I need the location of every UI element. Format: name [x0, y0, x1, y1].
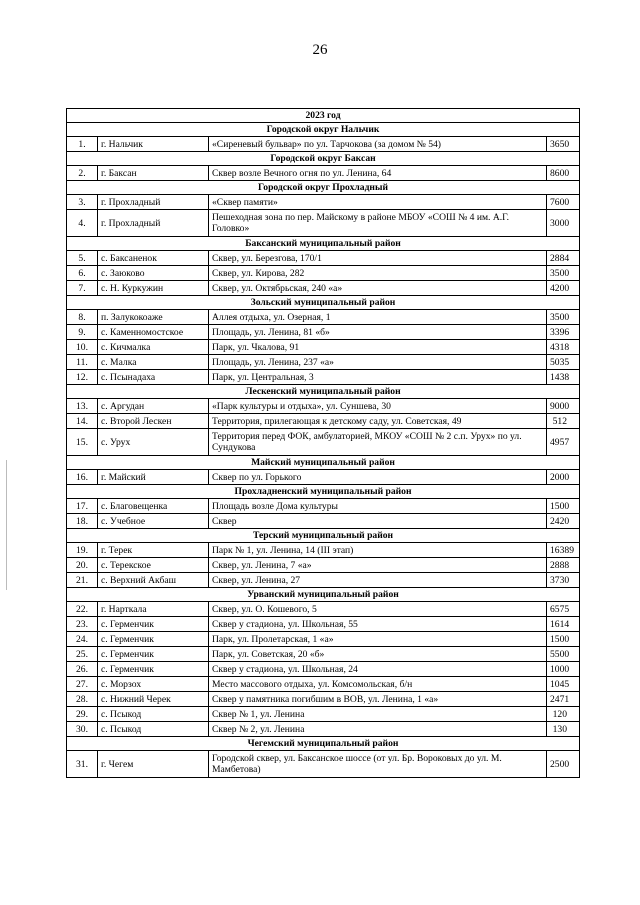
table-row	[67, 355, 580, 370]
table-row	[67, 470, 580, 485]
object-cell: «Сквер памяти»	[209, 195, 547, 210]
object-cell: «Парк культуры и отдыха», ул. Суншева, 30	[209, 399, 547, 414]
page-number: 26	[312, 42, 328, 58]
settlement-cell: с. Урух	[98, 429, 209, 456]
settlement-cell: с. Нижний Черек	[98, 692, 209, 707]
section-header-row	[67, 588, 580, 602]
area-cell: 16389	[547, 543, 580, 558]
settlement-cell: с. Аргудан	[98, 399, 209, 414]
row-number: 17.	[67, 499, 98, 514]
table-row	[67, 602, 580, 617]
object-cell: Территория перед ФОК, амбулаторией, МКОУ «СОШ № 2 с.п. Урух» по ул. Сундукова	[209, 429, 547, 456]
settlement-cell: п. Залукокоаже	[98, 310, 209, 325]
table-row	[67, 632, 580, 647]
settlement-cell: с. Псыкод	[98, 707, 209, 722]
object-cell: Территория, прилегающая к детскому саду, ул. Советская, 49	[209, 414, 547, 429]
section-title: Баксанский муниципальный район	[67, 237, 580, 251]
row-number: 7.	[67, 281, 98, 296]
area-cell: 2884	[547, 251, 580, 266]
area-cell: 1500	[547, 499, 580, 514]
settlement-cell: г. Баксан	[98, 166, 209, 181]
settlement-cell: с. Герменчик	[98, 632, 209, 647]
section-title: Городской округ Баксан	[67, 152, 580, 166]
row-number: 11.	[67, 355, 98, 370]
row-number: 28.	[67, 692, 98, 707]
settlement-cell: г. Прохладный	[98, 210, 209, 237]
object-cell: Сквер	[209, 514, 547, 529]
table-row	[67, 499, 580, 514]
table-row	[67, 281, 580, 296]
row-number: 16.	[67, 470, 98, 485]
row-number: 1.	[67, 137, 98, 152]
settlement-cell: с. Псынадаха	[98, 370, 209, 385]
table-row	[67, 617, 580, 632]
area-cell: 3650	[547, 137, 580, 152]
table-row	[67, 414, 580, 429]
object-cell: Сквер № 2, ул. Ленина	[209, 722, 547, 737]
row-number: 31.	[67, 751, 98, 778]
settlement-cell: с. Н. Куркужин	[98, 281, 209, 296]
table-row	[67, 558, 580, 573]
area-cell: 2888	[547, 558, 580, 573]
area-cell: 4318	[547, 340, 580, 355]
area-cell: 2420	[547, 514, 580, 529]
table-row	[67, 429, 580, 456]
settlement-cell: с. Герменчик	[98, 617, 209, 632]
year-header-row	[67, 109, 580, 123]
area-cell: 130	[547, 722, 580, 737]
settlement-cell: г. Терек	[98, 543, 209, 558]
object-cell: «Сиреневый бульвар» по ул. Тарчокова (за домом № 54)	[209, 137, 547, 152]
object-cell: Сквер возле Вечного огня по ул. Ленина, 64	[209, 166, 547, 181]
area-cell: 7600	[547, 195, 580, 210]
object-cell: Сквер у стадиона, ул. Школьная, 24	[209, 662, 547, 677]
object-cell: Пешеходная зона по пер. Майскому в районе МБОУ «СОШ № 4 им. А.Г. Головко»	[209, 210, 547, 237]
settlement-cell: с. Каменномостское	[98, 325, 209, 340]
row-number: 6.	[67, 266, 98, 281]
table-row	[67, 310, 580, 325]
table-row	[67, 137, 580, 152]
section-title: Лескенский муниципальный район	[67, 385, 580, 399]
table-row	[67, 514, 580, 529]
object-cell: Место массового отдыха, ул. Комсомольская, б/н	[209, 677, 547, 692]
section-header-row	[67, 456, 580, 470]
object-cell: Парк № 1, ул. Ленина, 14 (III этап)	[209, 543, 547, 558]
section-title: Городской округ Нальчик	[67, 123, 580, 137]
settlement-cell: г. Прохладный	[98, 195, 209, 210]
object-cell: Сквер, ул. Кирова, 282	[209, 266, 547, 281]
settlement-cell: с. Благовещенка	[98, 499, 209, 514]
area-cell: 1614	[547, 617, 580, 632]
object-cell: Сквер, ул. Ленина, 27	[209, 573, 547, 588]
row-number: 19.	[67, 543, 98, 558]
section-header-row	[67, 123, 580, 137]
object-cell: Сквер № 1, ул. Ленина	[209, 707, 547, 722]
section-header-row	[67, 385, 580, 399]
settlement-cell: с. Баксаненок	[98, 251, 209, 266]
area-cell: 3730	[547, 573, 580, 588]
table-row	[67, 210, 580, 237]
object-cell: Площадь, ул. Ленина, 237 «а»	[209, 355, 547, 370]
area-cell: 1000	[547, 662, 580, 677]
row-number: 29.	[67, 707, 98, 722]
area-cell: 1438	[547, 370, 580, 385]
section-title: Майский муниципальный район	[67, 456, 580, 470]
area-cell: 3000	[547, 210, 580, 237]
section-title: Терский муниципальный район	[67, 529, 580, 543]
object-cell: Парк, ул. Чкалова, 91	[209, 340, 547, 355]
object-cell: Парк, ул. Пролетарская, 1 «а»	[209, 632, 547, 647]
object-cell: Сквер, ул. О. Кошевого, 5	[209, 602, 547, 617]
section-header-row	[67, 237, 580, 251]
area-cell: 3396	[547, 325, 580, 340]
table-row	[67, 251, 580, 266]
table-row	[67, 325, 580, 340]
table-row	[67, 370, 580, 385]
area-cell: 8600	[547, 166, 580, 181]
table-row	[67, 677, 580, 692]
area-cell: 2500	[547, 751, 580, 778]
area-cell: 2000	[547, 470, 580, 485]
table-row	[67, 722, 580, 737]
section-title: Прохладненский муниципальный район	[67, 485, 580, 499]
public-spaces-table	[66, 108, 580, 778]
row-number: 25.	[67, 647, 98, 662]
row-number: 9.	[67, 325, 98, 340]
row-number: 15.	[67, 429, 98, 456]
row-number: 26.	[67, 662, 98, 677]
section-title: Чегемский муниципальный район	[67, 737, 580, 751]
settlement-cell: с. Герменчик	[98, 647, 209, 662]
settlement-cell: с. Заюково	[98, 266, 209, 281]
table-row	[67, 751, 580, 778]
row-number: 22.	[67, 602, 98, 617]
area-cell: 4200	[547, 281, 580, 296]
settlement-cell: с. Второй Лескен	[98, 414, 209, 429]
settlement-cell: с. Кичмалка	[98, 340, 209, 355]
object-cell: Сквер, ул. Октябрьская, 240 «а»	[209, 281, 547, 296]
area-cell: 1500	[547, 632, 580, 647]
table-row	[67, 647, 580, 662]
scan-edge-mark	[6, 460, 7, 590]
section-header-row	[67, 529, 580, 543]
object-cell: Сквер у стадиона, ул. Школьная, 55	[209, 617, 547, 632]
object-cell: Сквер по ул. Горького	[209, 470, 547, 485]
year-title: 2023 год	[67, 109, 580, 123]
settlement-cell: г. Чегем	[98, 751, 209, 778]
row-number: 3.	[67, 195, 98, 210]
row-number: 13.	[67, 399, 98, 414]
object-cell: Площадь возле Дома культуры	[209, 499, 547, 514]
settlement-cell: с. Верхний Акбаш	[98, 573, 209, 588]
area-cell: 5500	[547, 647, 580, 662]
table-row	[67, 573, 580, 588]
table-row	[67, 399, 580, 414]
table-row	[67, 166, 580, 181]
object-cell: Парк, ул. Центральная, 3	[209, 370, 547, 385]
area-cell: 6575	[547, 602, 580, 617]
object-cell: Сквер у памятника погибшим в ВОВ, ул. Ленина, 1 «а»	[209, 692, 547, 707]
table-row	[67, 692, 580, 707]
area-cell: 512	[547, 414, 580, 429]
object-cell: Городской сквер, ул. Баксанское шоссе (от ул. Бр. Вороковых до ул. М. Мамбетова)	[209, 751, 547, 778]
row-number: 8.	[67, 310, 98, 325]
row-number: 20.	[67, 558, 98, 573]
table-row	[67, 340, 580, 355]
area-cell: 3500	[547, 266, 580, 281]
settlement-cell: г. Нальчик	[98, 137, 209, 152]
table-row	[67, 707, 580, 722]
settlement-cell: с. Терекское	[98, 558, 209, 573]
settlement-cell: с. Псыкод	[98, 722, 209, 737]
area-cell: 3500	[547, 310, 580, 325]
table-row	[67, 195, 580, 210]
row-number: 10.	[67, 340, 98, 355]
section-header-row	[67, 296, 580, 310]
area-cell: 5035	[547, 355, 580, 370]
settlement-cell: с. Герменчик	[98, 662, 209, 677]
table-row	[67, 662, 580, 677]
settlement-cell: г. Нарткала	[98, 602, 209, 617]
row-number: 4.	[67, 210, 98, 237]
settlement-cell: с. Морзох	[98, 677, 209, 692]
area-cell: 2471	[547, 692, 580, 707]
object-cell: Аллея отдыха, ул. Озерная, 1	[209, 310, 547, 325]
section-title: Урванский муниципальный район	[67, 588, 580, 602]
object-cell: Площадь, ул. Ленина, 81 «б»	[209, 325, 547, 340]
row-number: 14.	[67, 414, 98, 429]
row-number: 21.	[67, 573, 98, 588]
row-number: 30.	[67, 722, 98, 737]
row-number: 12.	[67, 370, 98, 385]
section-title: Городской округ Прохладный	[67, 181, 580, 195]
row-number: 24.	[67, 632, 98, 647]
table-row	[67, 543, 580, 558]
settlement-cell: г. Майский	[98, 470, 209, 485]
section-header-row	[67, 152, 580, 166]
object-cell: Сквер, ул. Березгова, 170/1	[209, 251, 547, 266]
row-number: 5.	[67, 251, 98, 266]
settlement-cell: с. Малка	[98, 355, 209, 370]
row-number: 23.	[67, 617, 98, 632]
area-cell: 120	[547, 707, 580, 722]
object-cell: Парк, ул. Советская, 20 «б»	[209, 647, 547, 662]
settlement-cell: с. Учебное	[98, 514, 209, 529]
row-number: 18.	[67, 514, 98, 529]
section-header-row	[67, 181, 580, 195]
section-title: Зольский муниципальный район	[67, 296, 580, 310]
area-cell: 1045	[547, 677, 580, 692]
section-header-row	[67, 737, 580, 751]
row-number: 27.	[67, 677, 98, 692]
table-row	[67, 266, 580, 281]
section-header-row	[67, 485, 580, 499]
area-cell: 9000	[547, 399, 580, 414]
area-cell: 4957	[547, 429, 580, 456]
object-cell: Сквер, ул. Ленина, 7 «а»	[209, 558, 547, 573]
row-number: 2.	[67, 166, 98, 181]
